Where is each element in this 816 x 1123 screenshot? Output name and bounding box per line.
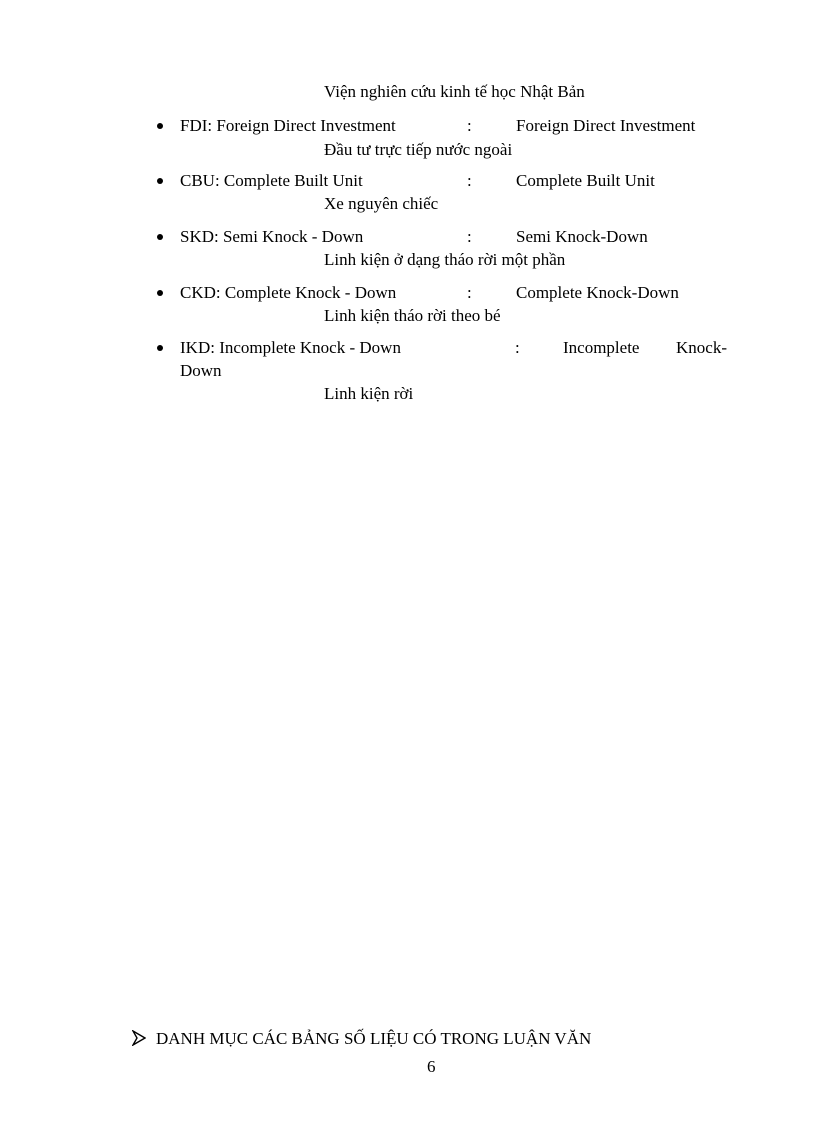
translation-cbu: Xe nguyên chiếc bbox=[324, 194, 439, 213]
abbreviation-ckd: CKD: Complete Knock - Down bbox=[180, 283, 397, 302]
term-skd: Semi Knock-Down bbox=[516, 227, 648, 246]
bullet-marker bbox=[157, 178, 163, 184]
term-ikd-word1: Incomplete bbox=[563, 338, 640, 357]
separator-colon: : bbox=[467, 116, 472, 135]
term-cbu: Complete Built Unit bbox=[516, 171, 655, 190]
translation-fdi: Đầu tư trực tiếp nước ngoài bbox=[324, 140, 513, 159]
separator-colon: : bbox=[515, 338, 520, 357]
abbreviation-fdi: FDI: Foreign Direct Investment bbox=[180, 116, 396, 135]
separator-colon: : bbox=[467, 283, 472, 302]
translation-ckd: Linh kiện tháo rời theo bé bbox=[324, 306, 501, 325]
separator-colon: : bbox=[467, 171, 472, 190]
bullet-marker bbox=[157, 234, 163, 240]
bullet-marker bbox=[157, 345, 163, 351]
abbreviation-cbu: CBU: Complete Built Unit bbox=[180, 171, 363, 190]
term-ckd: Complete Knock-Down bbox=[516, 283, 679, 302]
translation-ikd: Linh kiện rời bbox=[324, 384, 414, 403]
lead-translation: Viện nghiên cứu kinh tế học Nhật Bản bbox=[324, 82, 585, 101]
abbreviation-skd: SKD: Semi Knock - Down bbox=[180, 227, 364, 246]
translation-skd: Linh kiện ở dạng tháo rời một phần bbox=[324, 250, 566, 269]
separator-colon: : bbox=[467, 227, 472, 246]
section-heading: DANH MỤC CÁC BẢNG SỐ LIỆU CÓ TRONG LUẬN VĂN bbox=[156, 1029, 592, 1048]
term-ikd-continuation: Down bbox=[180, 361, 222, 380]
term-fdi: Foreign Direct Investment bbox=[516, 116, 696, 135]
abbreviation-ikd: IKD: Incomplete Knock - Down bbox=[180, 338, 401, 357]
arrowhead-bullet-icon bbox=[132, 1030, 146, 1046]
page-number: 6 bbox=[427, 1057, 436, 1076]
bullet-marker bbox=[157, 290, 163, 296]
term-ikd-word2: Knock- bbox=[676, 338, 727, 357]
bullet-marker bbox=[157, 123, 163, 129]
